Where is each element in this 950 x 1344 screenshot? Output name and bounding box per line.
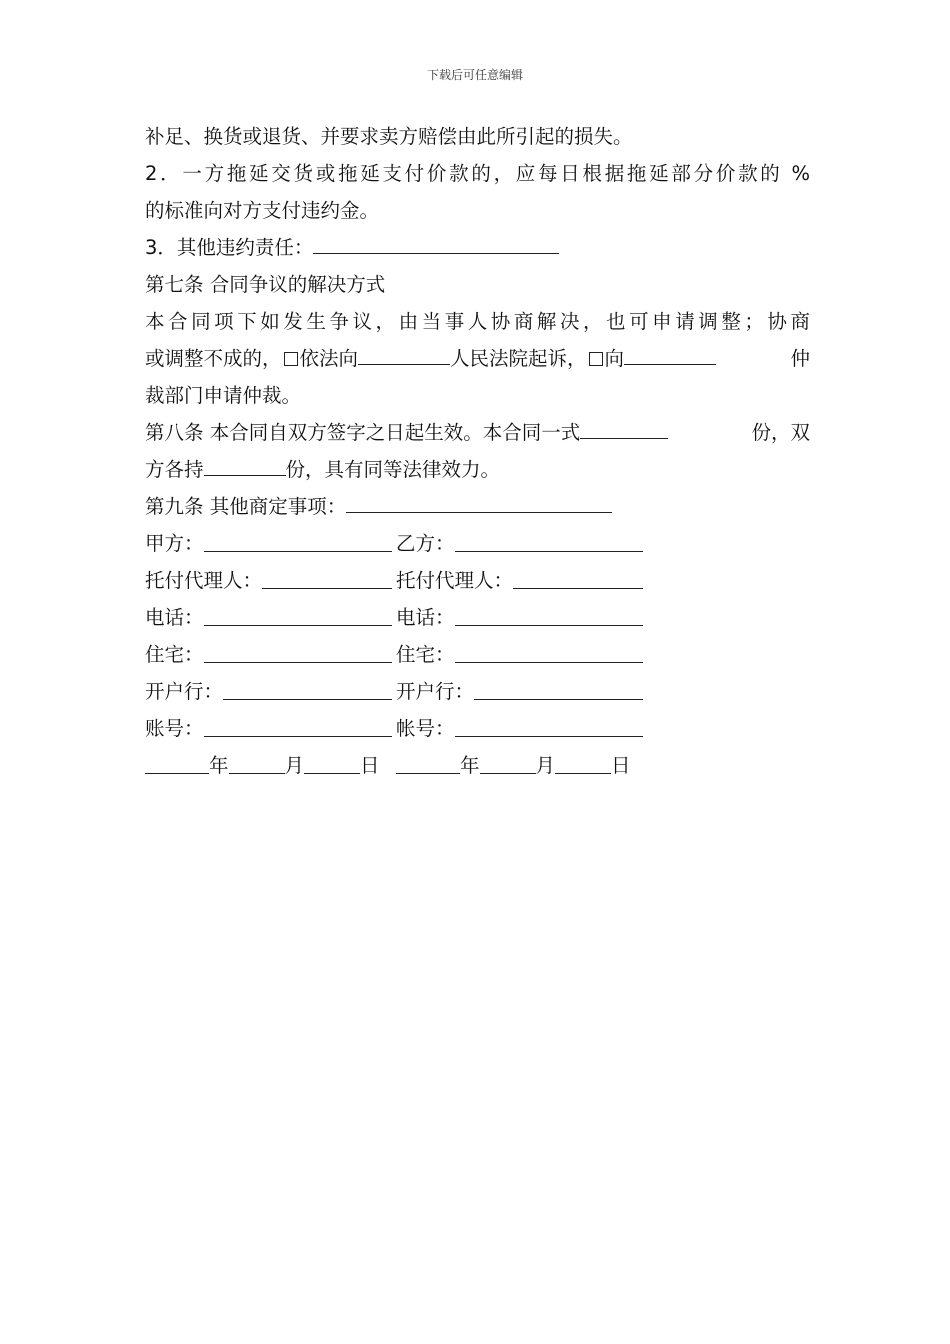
court-name-blank[interactable] xyxy=(358,342,450,365)
day-a-blank[interactable] xyxy=(304,747,360,774)
party-b-label: 乙方： xyxy=(396,532,455,555)
article-7-text-b: 依法向 xyxy=(299,347,359,370)
article-7-text-a: 或调整不成的， xyxy=(145,347,282,370)
bank-b-blank[interactable] xyxy=(474,673,643,700)
year-a-blank[interactable] xyxy=(145,747,209,774)
paragraph-compensation: 补足、换货或退货、并要求卖方赔偿由此所引起的损失。 xyxy=(145,125,633,148)
account-b-label: 帐号： xyxy=(396,717,455,740)
month-b-blank[interactable] xyxy=(480,747,536,774)
article-9 xyxy=(145,488,810,525)
signature-row-party xyxy=(145,525,810,562)
copies-total-blank[interactable] xyxy=(580,416,668,439)
article-8-line2 xyxy=(145,451,810,488)
document-body xyxy=(145,118,810,784)
article-7-line1: 本合同项下如发生争议，由当事人协商解决，也可申请调整；协商 xyxy=(145,310,810,333)
agent-a-blank[interactable] xyxy=(262,562,392,589)
bank-a-blank[interactable] xyxy=(223,673,392,700)
address-b-blank[interactable] xyxy=(455,636,643,663)
month-b-label: 月 xyxy=(535,754,556,777)
date-b xyxy=(396,747,643,784)
bank-b-label: 开户行： xyxy=(396,680,475,703)
copies-each-blank[interactable] xyxy=(204,453,286,476)
day-b-label: 日 xyxy=(611,754,631,777)
address-b-label: 住宅： xyxy=(396,643,455,666)
article-8-text-d: 份，具有同等法律效力。 xyxy=(285,458,501,481)
date-a xyxy=(145,747,392,784)
party-a-label: 甲方： xyxy=(145,532,204,555)
other-liability-label: 3．其他违约责任： xyxy=(145,236,314,259)
signature-row-agent xyxy=(145,562,810,599)
article-7-line3: 裁部门申请仲裁。 xyxy=(145,384,302,407)
page-header: 下载后可任意编辑 xyxy=(426,68,523,82)
signature-row-date xyxy=(145,747,810,784)
signature-row-account xyxy=(145,710,810,747)
month-a-blank[interactable] xyxy=(229,747,285,774)
article-7-text-d: 向 xyxy=(604,347,625,370)
article-7-text-c: 人民法院起诉， xyxy=(450,347,587,370)
article-8-text-c: 方各持 xyxy=(145,458,204,481)
year-b-blank[interactable] xyxy=(396,747,460,774)
agent-b-blank[interactable] xyxy=(513,562,643,589)
article-8-line1 xyxy=(145,414,810,451)
agent-a-label: 托付代理人： xyxy=(145,569,263,592)
signature-row-address xyxy=(145,636,810,673)
article-8-text-a: 第八条 本合同自双方签字之日起生效。本合同一式 xyxy=(145,421,581,444)
address-a-blank[interactable] xyxy=(204,636,392,663)
signature-row-phone xyxy=(145,599,810,636)
account-a-blank[interactable] xyxy=(204,710,392,737)
article-7-title: 第七条 合同争议的解决方式 xyxy=(145,273,386,296)
day-b-blank[interactable] xyxy=(555,747,611,774)
account-a-label: 账号： xyxy=(145,717,204,740)
article-7-text-e: 仲 xyxy=(790,347,810,370)
party-a-blank[interactable] xyxy=(204,525,392,552)
other-liability-blank[interactable] xyxy=(313,231,559,254)
court-option-checkbox[interactable] xyxy=(284,352,298,366)
arbitration-option-checkbox[interactable] xyxy=(589,352,603,366)
paragraph-delay-penalty-line2: 的标准向对方支付违约金。 xyxy=(145,199,380,222)
other-matters-blank[interactable] xyxy=(346,490,612,513)
agent-b-label: 托付代理人： xyxy=(396,569,514,592)
arbitration-name-blank[interactable] xyxy=(624,342,716,365)
party-b-blank[interactable] xyxy=(455,525,643,552)
paragraph-other-liability xyxy=(145,229,810,266)
paragraph-delay-penalty-line1: 2．一方拖延交货或拖延支付价款的，应每日根据拖延部分价款的 % xyxy=(145,162,810,185)
day-a-label: 日 xyxy=(360,754,380,777)
article-8-text-b: 份，双 xyxy=(751,421,810,444)
phone-b-label: 电话： xyxy=(396,606,455,629)
month-a-label: 月 xyxy=(284,754,305,777)
year-a-label: 年 xyxy=(209,754,229,777)
address-a-label: 住宅： xyxy=(145,643,204,666)
article-9-label: 第九条 其他商定事项： xyxy=(145,495,347,518)
phone-a-label: 电话： xyxy=(145,606,204,629)
year-b-label: 年 xyxy=(460,754,480,777)
signature-row-bank xyxy=(145,673,810,710)
bank-a-label: 开户行： xyxy=(145,680,224,703)
account-b-blank[interactable] xyxy=(455,710,643,737)
phone-a-blank[interactable] xyxy=(204,599,392,626)
article-7-line2 xyxy=(145,340,810,377)
phone-b-blank[interactable] xyxy=(455,599,643,626)
